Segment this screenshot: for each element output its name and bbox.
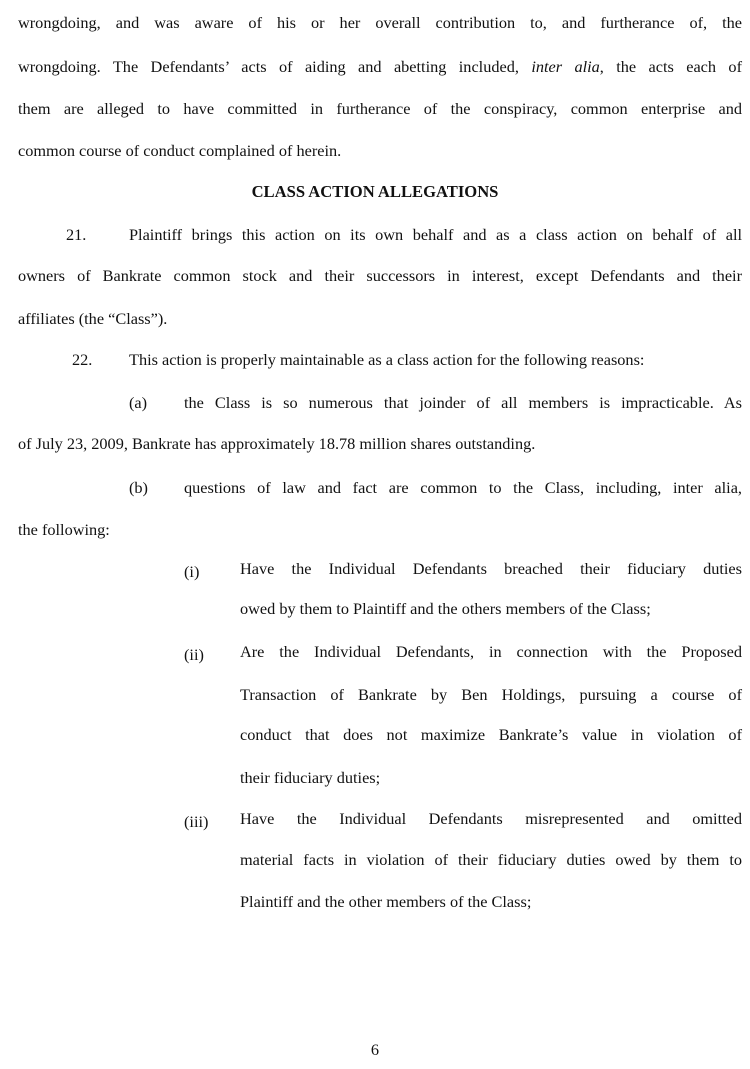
sub-item-line: owed by them to Plaintiff and the others members of the Class;: [240, 599, 651, 618]
body-text-line: [18, 57, 742, 77]
body-text-line: This action is properly maintainable as a class action for the following reasons:: [129, 350, 645, 369]
sub-item-label: (iii): [184, 812, 209, 831]
body-text-line: owners of Bankrate common stock and their successors in interest, except Defendants and their: [18, 266, 742, 285]
body-text-segment: wrongdoing. The Defendants’ acts of aiding and abetting included,: [18, 57, 532, 76]
body-text-line: Plaintiff brings this action on its own behalf and as a class action on behalf of all: [129, 225, 742, 244]
sub-item-line: Are the Individual Defendants, in connection with the Proposed: [240, 642, 742, 661]
paragraph-number: 22.: [72, 350, 93, 369]
item-label: (b): [129, 478, 148, 497]
body-text-line: affiliates (the “Class”).: [18, 309, 168, 328]
body-text-line: the following:: [18, 520, 110, 539]
sub-item-label: (ii): [184, 645, 204, 664]
sub-item-line: their fiduciary duties;: [240, 768, 381, 787]
italic-phrase: inter alia: [531, 57, 600, 76]
sub-item-label: (i): [184, 562, 200, 581]
page-number: 6: [370, 1040, 380, 1059]
sub-item-line: Transaction of Bankrate by Ben Holdings, pursuing a course of: [240, 685, 742, 704]
item-label: (a): [129, 393, 148, 412]
body-text-line: the Class is so numerous that joinder of all members is impracticable. As: [184, 393, 742, 412]
section-heading: CLASS ACTION ALLEGATIONS: [251, 182, 499, 201]
body-text-line: questions of law and fact are common to the Class, including, inter alia,: [184, 478, 742, 497]
body-text-line: common course of conduct complained of herein.: [18, 141, 342, 160]
sub-item-line: Plaintiff and the other members of the Class;: [240, 892, 532, 911]
sub-item-line: Have the Individual Defendants breached their fiduciary duties: [240, 559, 742, 578]
paragraph-number: 21.: [66, 225, 87, 244]
body-text-line: wrongdoing, and was aware of his or her overall contribution to, and furtherance of, the: [18, 13, 742, 32]
sub-item-line: conduct that does not maximize Bankrate’s value in violation of: [240, 725, 742, 744]
body-text-segment: , the acts each of: [599, 57, 742, 76]
body-text-line: of July 23, 2009, Bankrate has approximately 18.78 million shares outstanding.: [18, 434, 536, 453]
sub-item-line: Have the Individual Defendants misrepresented and omitted: [240, 809, 742, 828]
body-text-line: them are alleged to have committed in furtherance of the conspiracy, common enterprise and: [18, 99, 742, 118]
sub-item-line: material facts in violation of their fiduciary duties owed by them to: [240, 850, 742, 869]
